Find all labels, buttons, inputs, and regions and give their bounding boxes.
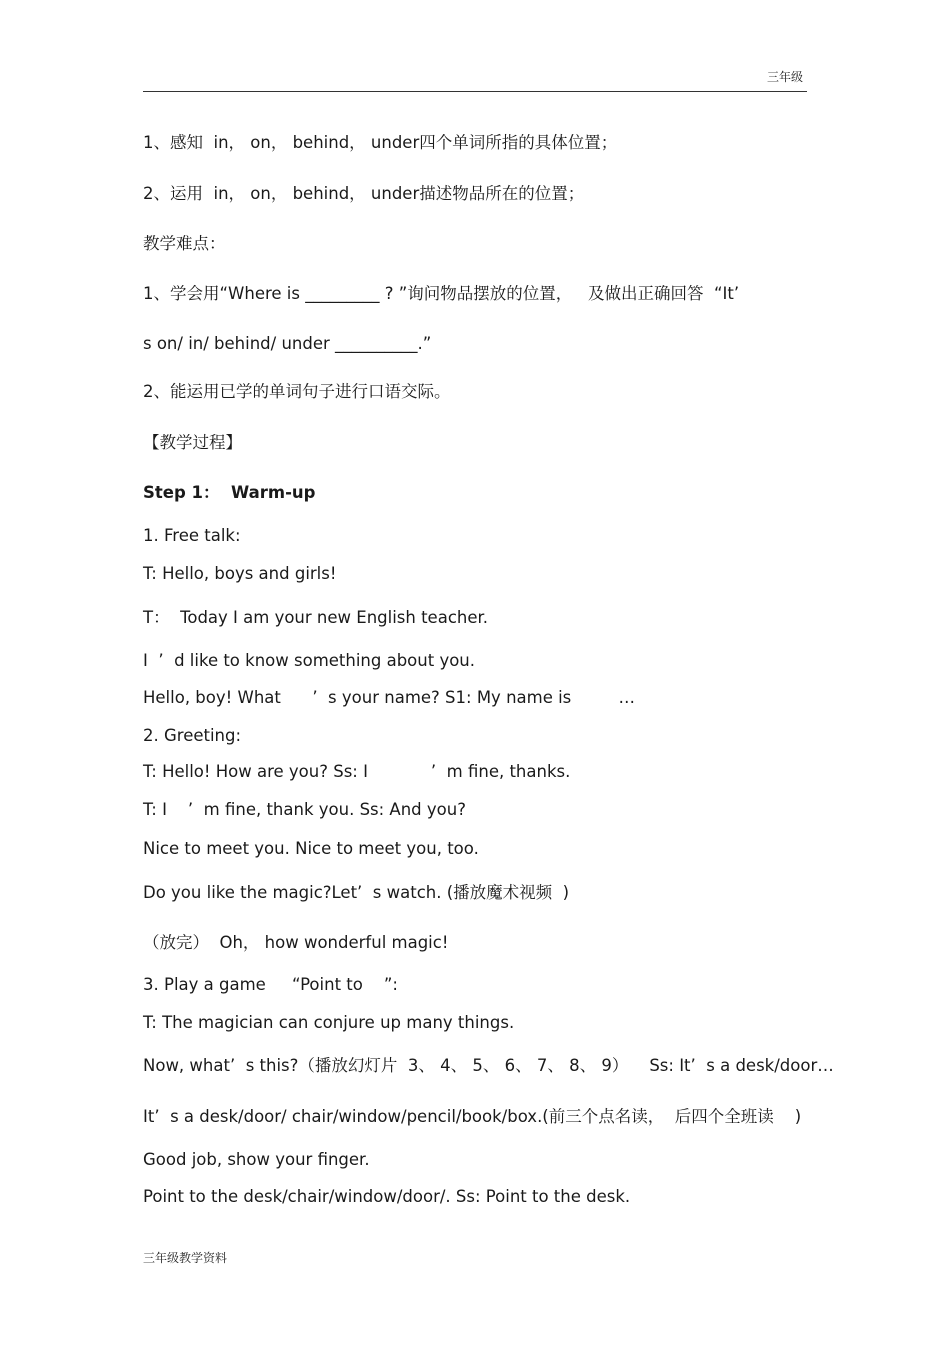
- dialogue-line: Point to the desk/chair/window/door/. Ss: Point to the desk.: [143, 1187, 631, 1206]
- dialogue-line: Hello, boy! What ’ s your name? S1: My name is …: [143, 688, 635, 707]
- dialogue-line: Nice to meet you. Nice to meet you, too.: [143, 839, 479, 858]
- dialogue-line: T: Hello, boys and girls!: [143, 564, 337, 583]
- dialogue-line: （放完） Oh， how wonderful magic!: [143, 933, 449, 952]
- difficulty-line-1: 1、学会用“Where is _________ ? ”询问物品摆放的位置， 及做出正确回答 “It’: [143, 284, 740, 303]
- step-1-heading: Step 1： Warm-up: [143, 483, 316, 502]
- dialogue-line: Good job, show your finger.: [143, 1150, 370, 1169]
- difficulty-heading: 教学难点：: [143, 234, 226, 253]
- objective-line-1: 1、感知 in， on， behind， under四个单词所指的具体位置；: [143, 133, 618, 152]
- difficulty-line-2: 2、能运用已学的单词句子进行口语交际。: [143, 382, 451, 401]
- dialogue-line: Now, what’ s this?（播放幻灯片 3、 4、 5、 6、 7、 8、 9） Ss: It’ s a desk/door…: [143, 1056, 834, 1075]
- dialogue-line: I ’ d like to know something about you.: [143, 651, 476, 670]
- dialogue-line: T: I ’ m fine, thank you. Ss: And you?: [143, 800, 466, 819]
- objective-line-2: 2、运用 in， on， behind， under描述物品所在的位置；: [143, 184, 585, 203]
- dialogue-line: T： Today I am your new English teacher.: [143, 608, 489, 627]
- dialogue-line: It’ s a desk/door/ chair/window/pencil/book/box.(前三个点名读， 后四个全班读 ): [143, 1107, 802, 1126]
- dialogue-line: Do you like the magic?Let’ s watch. (播放魔术视频 ): [143, 883, 570, 902]
- header-divider: [143, 91, 807, 92]
- process-heading: 【教学过程】: [143, 433, 242, 452]
- footer-label: 三年级教学资料: [143, 1251, 228, 1265]
- header-label: 三年级: [766, 70, 803, 84]
- free-talk-heading: 1. Free talk:: [143, 526, 241, 545]
- game-heading: 3. Play a game “Point to ”:: [143, 975, 398, 994]
- dialogue-line: T: Hello! How are you? Ss: I ’ m fine, thanks.: [143, 762, 571, 781]
- dialogue-line: T: The magician can conjure up many things.: [143, 1013, 515, 1032]
- difficulty-line-1-cont: s on/ in/ behind/ under __________.”: [143, 334, 432, 353]
- greeting-heading: 2. Greeting:: [143, 726, 242, 745]
